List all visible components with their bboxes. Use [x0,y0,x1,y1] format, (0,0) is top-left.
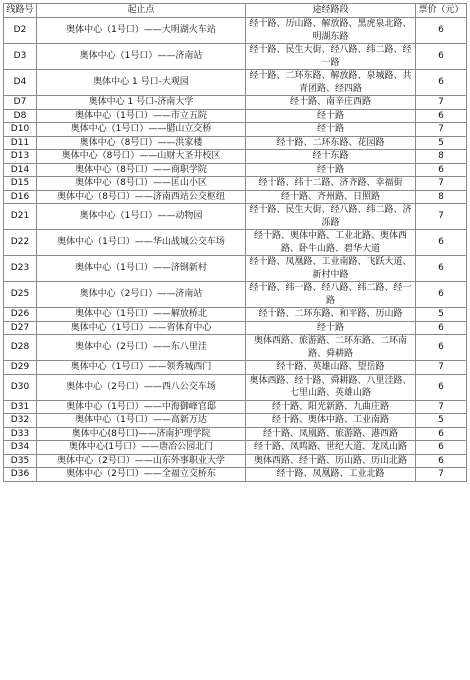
via-cell: 奥体西路、经十路、舜耕路、八里洼路、七里山路、英雄山路 [246,374,416,400]
via-cell: 经十路、英雄山路、望岳路 [246,361,416,375]
span-cell: 奥体中心(8号口)——济南护理学院 [37,427,246,441]
fare-cell: 6 [416,109,467,123]
fare-cell: 5 [416,136,467,150]
table-row [4,454,467,468]
header-span: 起止点 [37,4,246,18]
line-cell: D15 [4,177,37,191]
via-cell: 经十路、二环东路、解放路、泉城路、共青团路、经四路 [246,70,416,96]
table-header-row [4,4,467,18]
span-cell: 奥体中心（1号口）——济钢新村 [37,256,246,282]
table-row [4,163,467,177]
via-cell: 经十路、奥体中路、工业北路、奥体西路、卧牛山路、碧华大道 [246,230,416,256]
line-cell: D26 [4,308,37,322]
line-cell: D27 [4,321,37,335]
via-cell: 经十路、南辛庄西路 [246,96,416,110]
span-cell: 奥体中心（1号口）——高新万达 [37,414,246,428]
span-cell: 奥体中心（8号口）——山财大圣井校区 [37,150,246,164]
line-cell: D7 [4,96,37,110]
span-cell: 奥体中心（1号口）——解放桥北 [37,308,246,322]
line-cell: D8 [4,109,37,123]
fare-cell: 6 [416,321,467,335]
line-cell: D28 [4,335,37,361]
via-cell: 经十路、凤凰路、工业南路、飞跃大道、新村中路 [246,256,416,282]
via-cell: 经十路、历山路、解放路、黑虎泉北路、明湖东路 [246,18,416,44]
via-cell: 经十路、凤鸣路、世纪大道、龙凤山路 [246,441,416,455]
via-cell: 经十路、纬一路、经八路、纬二路、经一路 [246,282,416,308]
via-cell: 经十路、民生大街、经八路、纬二路、济泺路 [246,204,416,230]
line-cell: D23 [4,256,37,282]
table-row [4,150,467,164]
fare-cell: 7 [416,96,467,110]
table-row [4,96,467,110]
table-row [4,70,467,96]
header-via: 途经路段 [246,4,416,18]
fare-cell: 6 [416,427,467,441]
via-cell: 经十路、二环东路、和平路、历山路 [246,308,416,322]
span-cell: 奥体中心（8号口）——济南西站公交枢纽 [37,190,246,204]
table-row [4,374,467,400]
line-cell: D30 [4,374,37,400]
line-cell: D3 [4,44,37,70]
via-cell: 经十路、齐州路、日照路 [246,190,416,204]
fare-cell: 6 [416,374,467,400]
route-table-wrapper [3,3,466,482]
line-cell: D35 [4,454,37,468]
table-row [4,414,467,428]
line-cell: D33 [4,427,37,441]
line-cell: D14 [4,163,37,177]
line-cell: D25 [4,282,37,308]
via-cell: 经十路 [246,163,416,177]
table-body [4,18,467,482]
fare-cell: 8 [416,190,467,204]
fare-cell: 7 [416,177,467,191]
fare-cell: 7 [416,123,467,137]
line-cell: D2 [4,18,37,44]
table-row [4,335,467,361]
table-row [4,282,467,308]
span-cell: 奥体中心（1号口）——市立五院 [37,109,246,123]
span-cell: 奥体中心 1 号口-大观园 [37,70,246,96]
line-cell: D32 [4,414,37,428]
span-cell: 奥体中心（1号口）——大明湖火车站 [37,18,246,44]
via-cell: 经十路 [246,321,416,335]
via-cell: 奥体西路、旅游路、二环东路、二环南路、舜耕路 [246,335,416,361]
line-cell: D31 [4,400,37,414]
span-cell: 奥体中心（1号口）——省体育中心 [37,321,246,335]
fare-cell: 6 [416,335,467,361]
fare-cell: 5 [416,308,467,322]
header-line: 线路号 [4,4,37,18]
line-cell: D4 [4,70,37,96]
table-row [4,18,467,44]
fare-cell: 6 [416,18,467,44]
table-row [4,230,467,256]
span-cell: 奥体中心（1号口）——济南站 [37,44,246,70]
table-row [4,427,467,441]
table-row [4,441,467,455]
line-cell: D36 [4,468,37,482]
fare-cell: 7 [416,468,467,482]
span-cell: 奥体中心（2号口）——全福立交桥东 [37,468,246,482]
via-cell: 经十路、民生大街、经八路、纬二路、经一路 [246,44,416,70]
fare-cell: 6 [416,70,467,96]
span-cell: 奥体中心（8号口）——洪家楼 [37,136,246,150]
fare-cell: 6 [416,282,467,308]
via-cell: 奥体西路、经十路、历山路、历山北路 [246,454,416,468]
route-table [3,3,467,482]
header-fare: 票价（元） [416,4,467,18]
table-row [4,256,467,282]
span-cell: 奥体中心（2号口）——东八里洼 [37,335,246,361]
table-row [4,468,467,482]
fare-cell: 6 [416,441,467,455]
line-cell: D10 [4,123,37,137]
span-cell: 奥体中心（1号口）——中海御峰官邸 [37,400,246,414]
table-row [4,361,467,375]
fare-cell: 7 [416,400,467,414]
via-cell: 经十路、二环东路、花园路 [246,136,416,150]
line-cell: D34 [4,441,37,455]
via-cell: 经十路、奥体中路、工业南路 [246,414,416,428]
table-row [4,308,467,322]
table-row [4,177,467,191]
span-cell: 奥体中心（2号口）——济南站 [37,282,246,308]
span-cell: 奥体中心（1号口）——动物园 [37,204,246,230]
via-cell: 经十路、纬十二路、济齐路、幸福街 [246,177,416,191]
span-cell: 奥体中心（2号口）——西八公交车场 [37,374,246,400]
fare-cell: 7 [416,361,467,375]
line-cell: D16 [4,190,37,204]
fare-cell: 6 [416,163,467,177]
fare-cell: 6 [416,256,467,282]
span-cell: 奥体中心（1号口）——腊山立交桥 [37,123,246,137]
table-row [4,400,467,414]
via-cell: 经十路、凤凰路、工业北路 [246,468,416,482]
via-cell: 经十路、凤凰路、旅游路、港西路 [246,427,416,441]
table-row [4,44,467,70]
fare-cell: 5 [416,414,467,428]
span-cell: 奥体中心（1号口）——领秀城西门 [37,361,246,375]
via-cell: 经十路 [246,123,416,137]
via-cell: 经十路 [246,109,416,123]
span-cell: 奥体中心（8号口）——商职学院 [37,163,246,177]
fare-cell: 6 [416,230,467,256]
line-cell: D22 [4,230,37,256]
table-row [4,123,467,137]
table-row [4,109,467,123]
table-row [4,204,467,230]
span-cell: 奥体中心（8号口）——匡山小区 [37,177,246,191]
via-cell: 经十东路 [246,150,416,164]
fare-cell: 6 [416,44,467,70]
span-cell: 奥体中心(1号口）——唐冶公园北门 [37,441,246,455]
span-cell: 奥体中心（1号口）——华山战城公交车场 [37,230,246,256]
line-cell: D11 [4,136,37,150]
span-cell: 奥体中心 1 号口-济南大学 [37,96,246,110]
fare-cell: 8 [416,150,467,164]
line-cell: D21 [4,204,37,230]
fare-cell: 6 [416,454,467,468]
table-row [4,321,467,335]
table-row [4,190,467,204]
line-cell: D29 [4,361,37,375]
fare-cell: 7 [416,204,467,230]
span-cell: 奥体中心（2号口）——山东外事职业大学 [37,454,246,468]
table-row [4,136,467,150]
via-cell: 经十路、阳光新路、九曲庄路 [246,400,416,414]
line-cell: D13 [4,150,37,164]
